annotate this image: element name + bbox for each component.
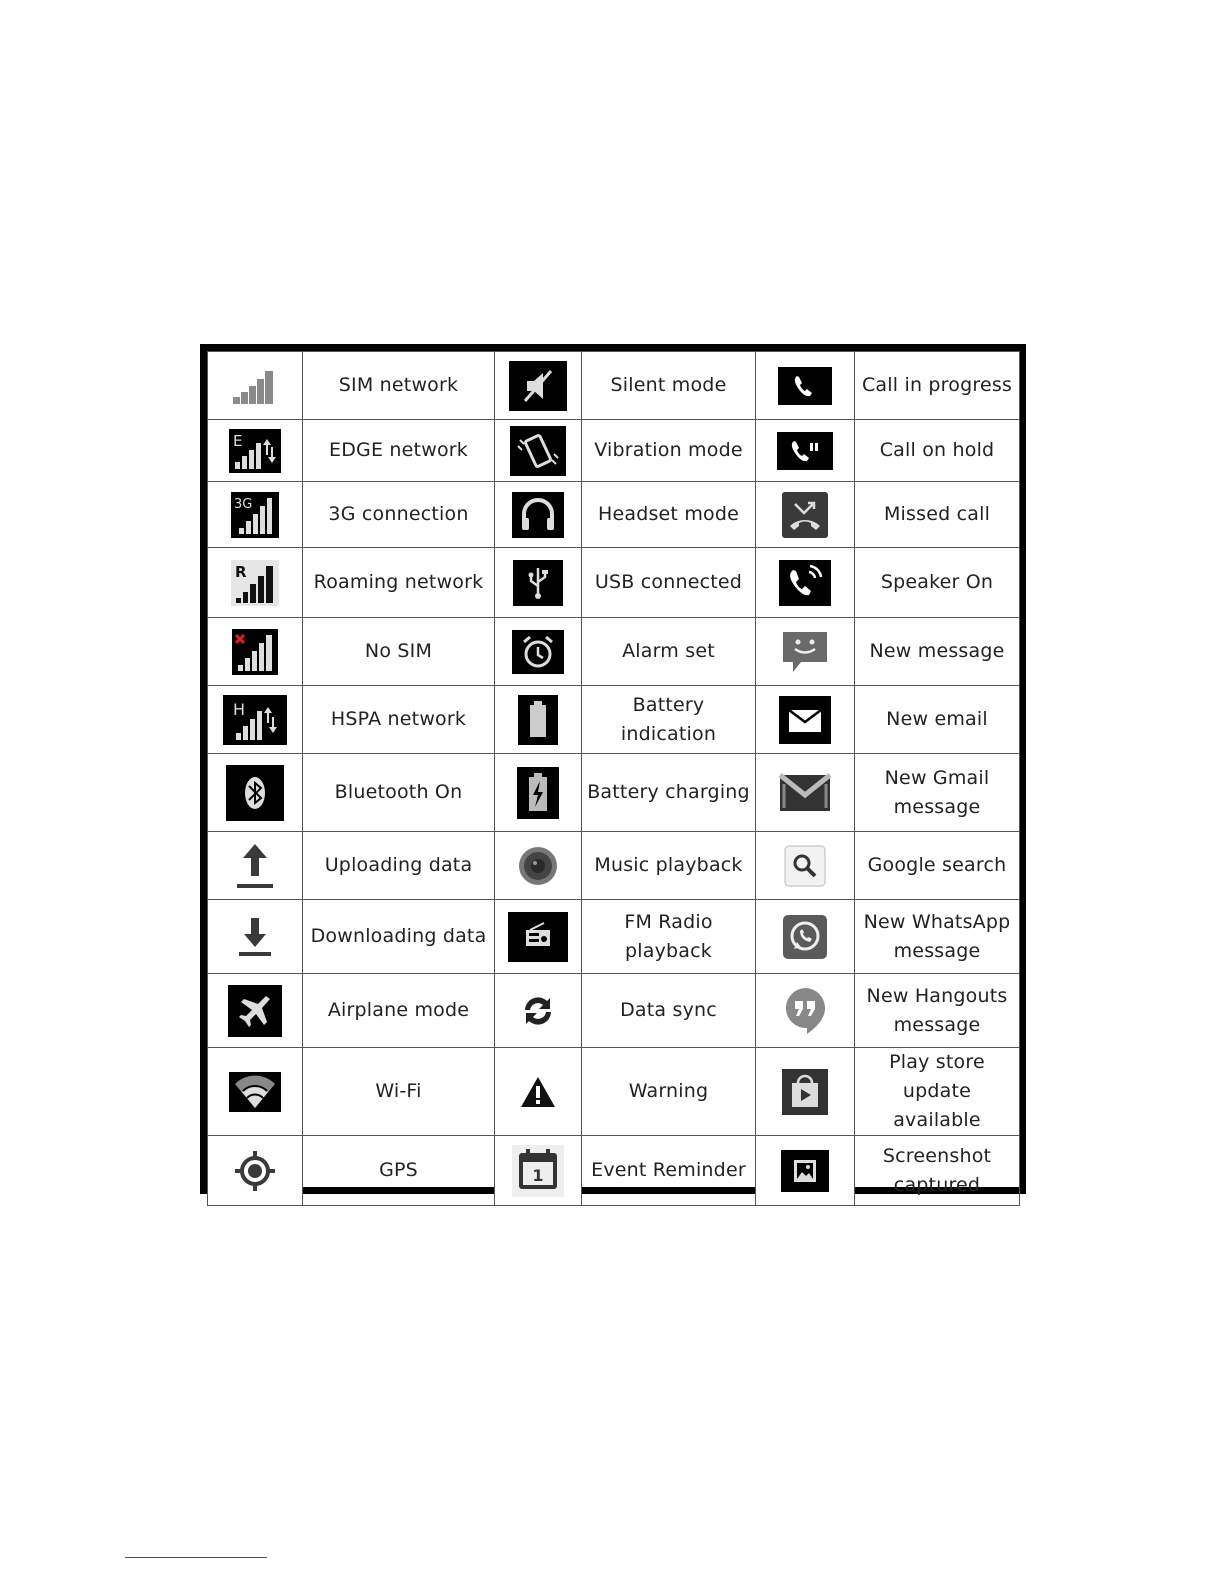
icon-label: Warning bbox=[582, 1048, 756, 1136]
icon-label: USB connected bbox=[582, 548, 756, 618]
icon-label: New Gmail message bbox=[855, 754, 1020, 832]
icon-label: HSPA network bbox=[303, 686, 495, 754]
icon-label: New Hangouts message bbox=[855, 974, 1020, 1048]
usb-icon bbox=[513, 560, 563, 606]
icon-label: Silent mode bbox=[582, 352, 756, 420]
icon-label: EDGE network bbox=[303, 420, 495, 482]
icon-label: Event Reminder bbox=[582, 1136, 756, 1206]
icon-label: Call in progress bbox=[855, 352, 1020, 420]
headset-icon bbox=[512, 492, 564, 538]
table-row bbox=[208, 420, 1020, 482]
footnote-separator bbox=[125, 1557, 267, 1558]
icon-label: Play store update available bbox=[855, 1048, 1020, 1136]
icon-label: New email bbox=[855, 686, 1020, 754]
icon-label: GPS bbox=[303, 1136, 495, 1206]
icon-label: New message bbox=[855, 618, 1020, 686]
3g-connection-icon bbox=[231, 492, 279, 538]
battery-icon bbox=[518, 695, 558, 745]
table-row bbox=[208, 686, 1020, 754]
icon-label: Battery charging bbox=[582, 754, 756, 832]
table-row bbox=[208, 1048, 1020, 1136]
google-search-icon bbox=[784, 845, 826, 887]
svg-text:H: H bbox=[233, 699, 246, 719]
icon-label: Battery indication bbox=[582, 686, 756, 754]
table-row bbox=[208, 974, 1020, 1048]
svg-text:R: R bbox=[235, 562, 247, 581]
icon-label: Speaker On bbox=[855, 548, 1020, 618]
speaker-on-icon bbox=[779, 560, 831, 606]
no-sim-icon bbox=[232, 629, 278, 675]
bluetooth-icon bbox=[226, 765, 284, 821]
signal-bars-icon bbox=[231, 367, 279, 405]
email-icon bbox=[779, 696, 831, 744]
call-on-hold-icon bbox=[777, 432, 833, 470]
upload-icon bbox=[233, 840, 277, 892]
gps-icon bbox=[233, 1149, 277, 1193]
table-row bbox=[208, 900, 1020, 974]
icon-label: Bluetooth On bbox=[303, 754, 495, 832]
calendar-day: 1 bbox=[532, 1165, 544, 1185]
table-row bbox=[208, 482, 1020, 548]
icon-label: Alarm set bbox=[582, 618, 756, 686]
icon-label: Missed call bbox=[855, 482, 1020, 548]
icon-label: SIM network bbox=[303, 352, 495, 420]
alarm-icon bbox=[512, 630, 564, 674]
icon-label: Downloading data bbox=[303, 900, 495, 974]
icon-label: Google search bbox=[855, 832, 1020, 900]
table-row bbox=[208, 1136, 1020, 1206]
fm-radio-icon bbox=[508, 912, 568, 962]
icon-label: Screenshot captured bbox=[855, 1136, 1020, 1206]
icon-label: Wi-Fi bbox=[303, 1048, 495, 1136]
airplane-icon bbox=[228, 985, 282, 1037]
missed-call-icon bbox=[782, 492, 828, 538]
table-row bbox=[208, 548, 1020, 618]
svg-text:3G: 3G bbox=[234, 496, 253, 512]
hspa-network-icon bbox=[223, 695, 287, 745]
new-message-icon bbox=[779, 628, 831, 676]
battery-charging-icon bbox=[517, 767, 559, 819]
icon-label: New WhatsApp message bbox=[855, 900, 1020, 974]
icon-label: 3G connection bbox=[303, 482, 495, 548]
calendar-icon bbox=[512, 1145, 564, 1197]
silent-mode-icon bbox=[509, 361, 567, 411]
icon-label: Call on hold bbox=[855, 420, 1020, 482]
roaming-network-icon bbox=[231, 560, 279, 606]
edge-network-icon bbox=[229, 429, 281, 473]
table-row bbox=[208, 832, 1020, 900]
music-speaker-icon bbox=[516, 844, 560, 888]
whatsapp-icon bbox=[783, 915, 827, 959]
icon-label: Airplane mode bbox=[303, 974, 495, 1048]
icon-label: Vibration mode bbox=[582, 420, 756, 482]
icon-label: Roaming network bbox=[303, 548, 495, 618]
icon-label: Headset mode bbox=[582, 482, 756, 548]
warning-icon bbox=[518, 1074, 558, 1110]
gmail-icon bbox=[778, 772, 832, 814]
wifi-icon bbox=[229, 1072, 281, 1112]
screenshot-icon bbox=[781, 1150, 829, 1192]
icon-grid bbox=[207, 351, 1020, 1206]
play-store-icon bbox=[782, 1069, 828, 1115]
hangouts-icon bbox=[782, 985, 828, 1037]
icon-label: Music playback bbox=[582, 832, 756, 900]
call-in-progress-icon bbox=[778, 367, 832, 405]
table-row bbox=[208, 618, 1020, 686]
table-row bbox=[208, 352, 1020, 420]
table-row bbox=[208, 754, 1020, 832]
icon-label: No SIM bbox=[303, 618, 495, 686]
svg-text:E: E bbox=[233, 431, 243, 450]
icon-label: FM Radio playback bbox=[582, 900, 756, 974]
icon-label: Uploading data bbox=[303, 832, 495, 900]
vibration-icon bbox=[510, 426, 566, 476]
icon-label: Data sync bbox=[582, 974, 756, 1048]
download-icon bbox=[235, 914, 275, 960]
status-icon-table bbox=[200, 344, 1026, 1194]
sync-icon bbox=[515, 988, 561, 1034]
